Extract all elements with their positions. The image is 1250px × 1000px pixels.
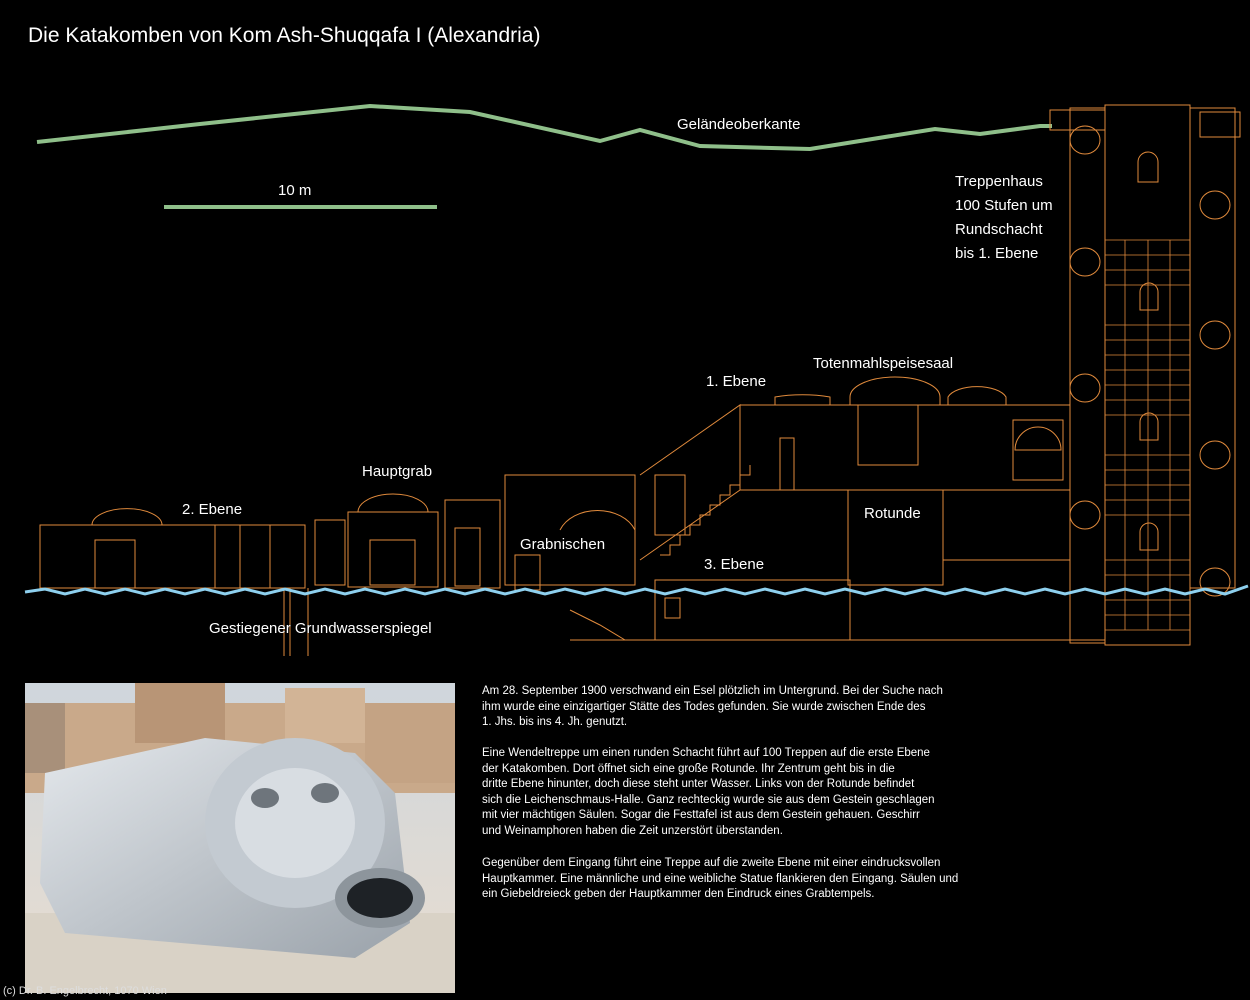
text-line: Am 28. September 1900 verschwand ein Esel plötzlich im Untergrund. Bei der Suche nach [482,685,943,697]
label-stair-line-1: Treppenhaus [955,173,1043,190]
text-line: ein Giebeldreieck geben der Hauptkammer den Eindruck eines Grabtempels. [482,888,875,900]
text-line: 1. Jhs. bis ins 4. Jh. genutzt. [482,716,628,728]
text-line: mit vier mächtigen Säulen. Sogar die Festtafel ist aus dem Gestein gehauen. Geschirr [482,809,920,821]
groundwater-level-line [25,586,1248,594]
staircase-to-level-1 [640,405,750,560]
label-grave-niches: Grabnischen [520,536,606,553]
text-line: Eine Wendeltreppe um einen runden Schacht führt auf 100 Treppen auf die erste Ebene [482,747,930,759]
text-line: sich die Leichenschmaus-Halle. Ganz rechteckig wurde sie aus dem Gestein geschlagen [482,793,935,806]
label-stair-tower [955,170,1053,266]
lion-head-sculpture-photo [25,683,455,993]
paragraph-discovery [482,684,1002,731]
label-scale: 10 m [278,182,312,199]
grave-niches [505,475,635,590]
text-line: Gegenüber dem Eingang führt eine Treppe auf die zweite Ebene mit einer eindrucksvollen [482,857,941,869]
label-rotunda: Rotunde [864,505,921,522]
label-level-2: 2. Ebene [182,501,243,518]
label-stair-line-3: Rundschacht [955,221,1043,238]
paragraph-staircase-rotunda [482,746,1002,839]
paragraph-main-chamber [482,856,1002,903]
label-main-tomb: Hauptgrab [362,463,433,480]
label-level-3: 3. Ebene [704,556,765,573]
text-line: Hauptkammer. Eine männliche und eine weibliche Statue flankieren den Eingang. Säulen und [482,872,959,885]
label-stair-line-2: 100 Stufen um [955,197,1053,214]
label-surface: Geländeoberkante [677,116,801,133]
text-line: und Weinamphoren haben die Zeit unzerstört überstanden. [482,824,783,837]
stair-tower [1050,105,1240,645]
label-level-1: 1. Ebene [706,373,767,390]
text-line: ihm wurde eine einzigartiger Stätte des Todes gefunden. Sie wurde zwischen Ende des [482,700,926,713]
text-line: dritte Ebene hinunter, doch diese steht unter Wasser. Links von der Rotunde befindet [482,778,915,790]
copyright-credit: (c) Dr. B. Engelbrecht, 1070 Wien [3,985,167,997]
text-line: der Katakomben. Dort öffnet sich eine große Rotunde. Ihr Zentrum geht bis in die [482,762,895,775]
label-stair-line-4: bis 1. Ebene [955,245,1039,262]
label-groundwater: Gestiegener Grundwasserspiegel [209,620,432,637]
level-1-chambers [740,377,1070,585]
page-title: Die Katakomben von Kom Ash-Shuqqafa I (Alexandria) [28,24,541,47]
label-banquet-hall: Totenmahlspeisesaal [813,355,954,372]
main-tomb [315,494,500,588]
terrain-surface-line [37,106,1052,149]
